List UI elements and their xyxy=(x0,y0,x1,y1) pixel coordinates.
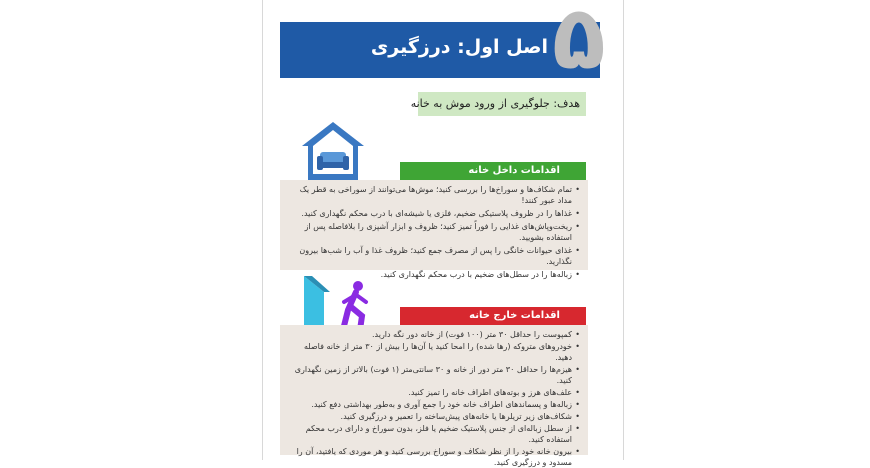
principle-number: ۵ xyxy=(552,0,606,89)
list-item: • غذای حیوانات خانگی را پس از مصرف جمع کنید؛ ظروف غذا و آب را شب‌ها بیرون نگذارید. xyxy=(286,245,572,267)
inside-section-header xyxy=(400,162,586,180)
list-item: • زباله‌ها و پسماندهای اطراف خانه خود را جمع آوری و به‌طور بهداشتی دفع کنید. xyxy=(286,399,572,410)
outside-list xyxy=(286,329,582,468)
goal-box: هدف: جلوگیری از ورود موش به خانه xyxy=(418,92,586,116)
outside-measures-box xyxy=(280,325,588,467)
list-item: • ریخت‌وپاش‌های غذایی را فوراً تمیز کنید؛ ظروف و ابزار آشپزی را بلافاصله پس از استفاده بشویید. xyxy=(286,221,572,243)
inside-list xyxy=(286,184,582,280)
list-item: • شکاف‌های زیر تریلرها یا خانه‌های پیش‌ساخته را تعمیر و درزگیری کنید. xyxy=(286,411,572,422)
list-item: • هیزم‌ها را حداقل ۳۰ متر دور از خانه و ۳۰ سانتی‌متر (۱ فوت) بالاتر از زمین نگهداری کنید. xyxy=(286,364,572,386)
house-sofa-icon xyxy=(300,120,366,186)
list-item: • از سطل زباله‌ای از جنس پلاستیک ضخیم یا فلز، بدون سوراخ و دارای درب محکم استفاده کنید. xyxy=(286,423,572,445)
list-item: • کمپوست را حداقل ۳۰ متر (۱۰۰ فوت) از خانه دور نگه دارید. xyxy=(286,329,572,340)
page-title: اصل اول: درزگیری xyxy=(370,36,548,58)
list-item: • خودروهای متروکه (رها شده) را امحا کنید یا آن‌ها را بیش از ۳۰ متر از خانه فاصله دهید. xyxy=(286,341,572,363)
list-item: • بیرون خانه خود را از نظر شکاف و سوراخ بررسی کنید و هر موردی که یافتید، آن را مسدود و درزگیری کنید. xyxy=(286,446,572,468)
list-item: • غذاها را در ظروف پلاستیکی ضخیم، فلزی یا شیشه‌ای با درب محکم نگهداری کنید. xyxy=(286,208,572,219)
inside-section-title: اقدامات داخل خانه xyxy=(468,165,560,176)
outside-section-title: اقدامات خارج خانه xyxy=(469,310,560,321)
list-item: • زباله‌ها را در سطل‌های ضخیم با درب محکم نگهداری کنید. xyxy=(286,269,572,280)
list-item: • علف‌های هرز و بوته‌های اطراف خانه را تمیز کنید. xyxy=(286,387,572,398)
outside-section-header xyxy=(400,307,586,325)
inside-measures-box xyxy=(280,180,588,279)
list-item: • تمام شکاف‌ها و سوراخ‌ها را بررسی کنید؛ موش‌ها می‌توانند از سوراخی به قطر یک مداد عبور کنند! xyxy=(286,184,572,206)
